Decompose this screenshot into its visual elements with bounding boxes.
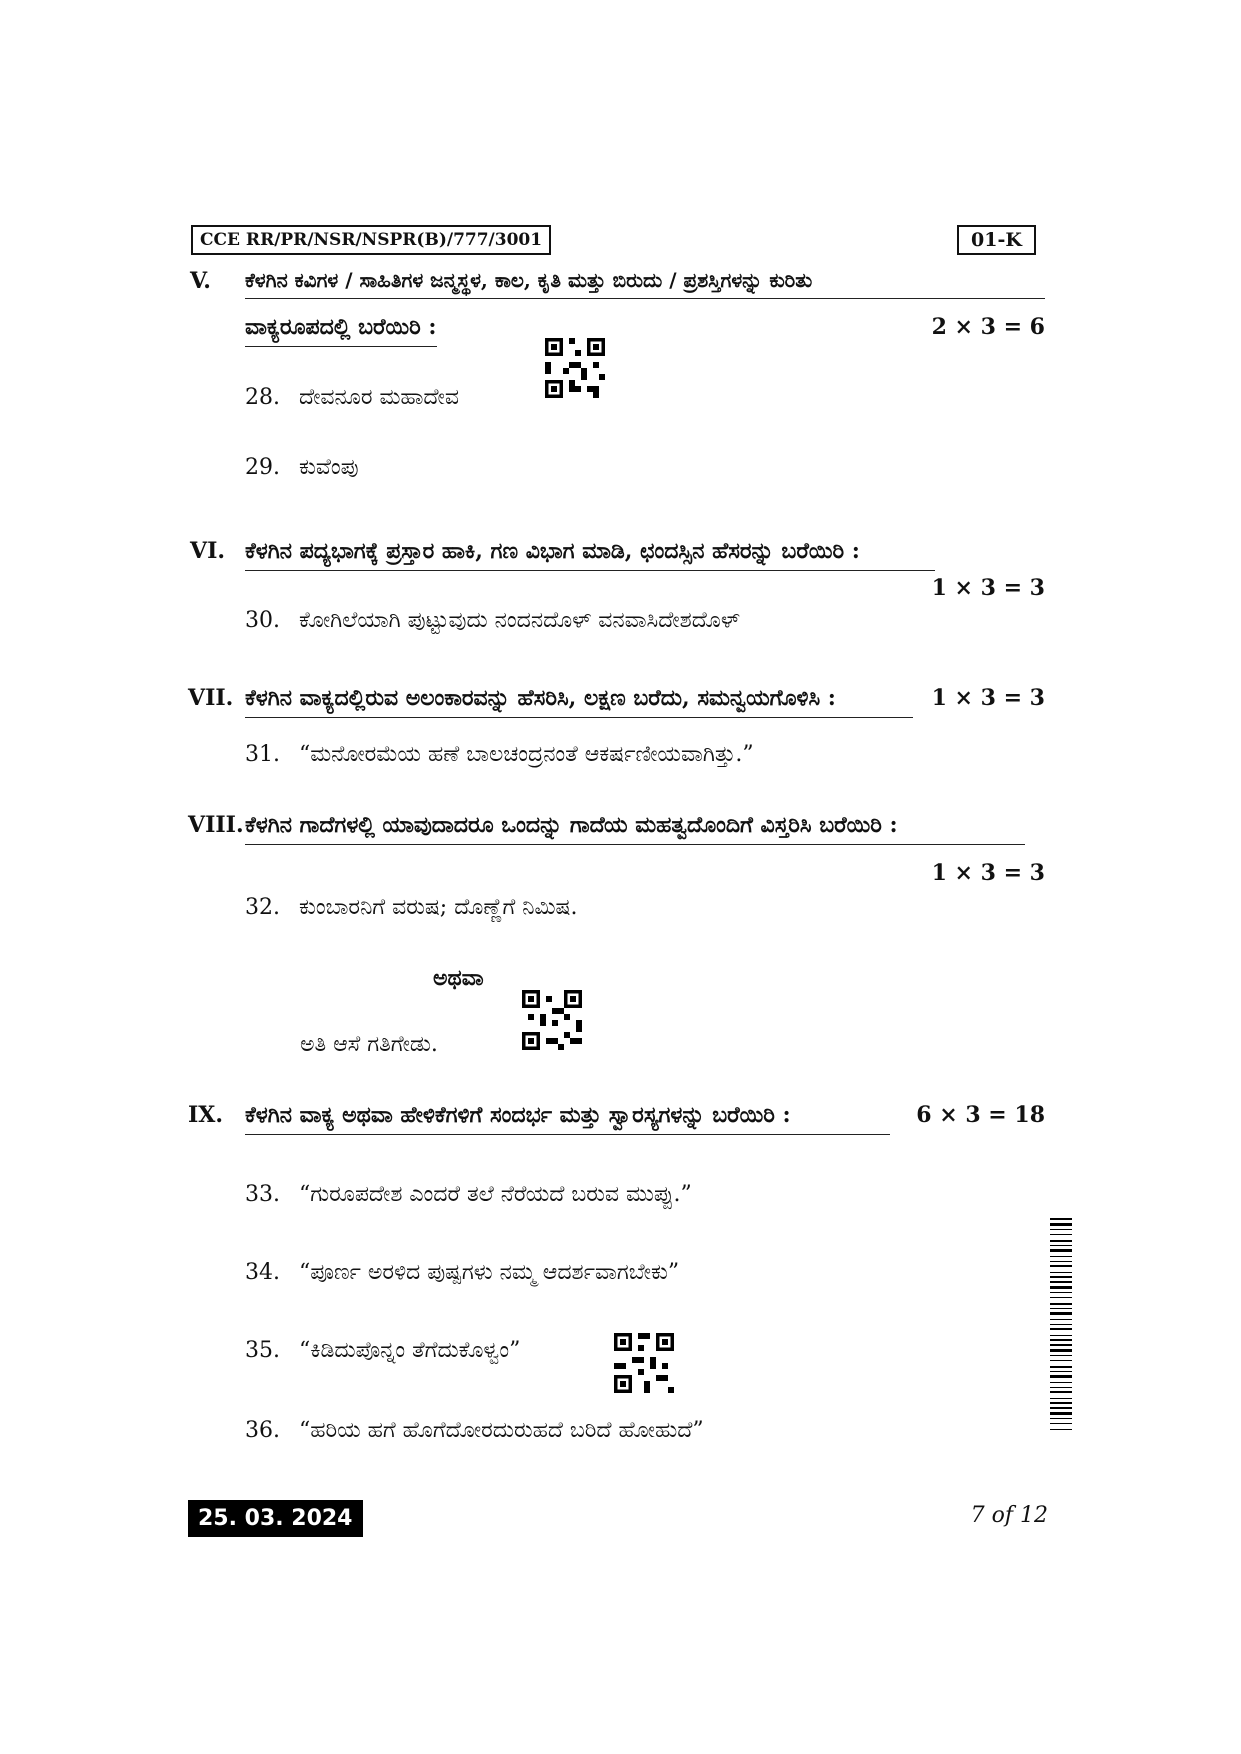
question-30 xyxy=(245,608,740,633)
or-label: ಅಥವಾ xyxy=(433,965,484,991)
question-text: ಕೋಗಿಲೆಯಾಗಿ ಪುಟ್ಟುವುದು ನಂದನದೊಳ್ ವನವಾಸಿದೇಶದೊಳ್ xyxy=(299,608,740,633)
section-v-instruction-line2: ವಾಕ್ಯರೂಪದಲ್ಲಿ ಬರೆಯಿರಿ : xyxy=(245,314,437,347)
question-number: 29. xyxy=(245,455,280,480)
page-number: 7 of 12 xyxy=(970,1503,1048,1528)
question-text: ಕುಂಬಾರನಿಗೆ ವರುಷ; ದೊಣ್ಣೆಗೆ ನಿಮಿಷ. xyxy=(299,895,578,920)
question-text: “ಮನೋರಮೆಯ ಹಣೆ ಬಾಲಚಂದ್ರನಂತೆ ಆಕರ್ಷಣೀಯವಾಗಿತ್ತು.” xyxy=(299,742,754,767)
question-text: ಕುವೆಂಪು xyxy=(299,455,359,480)
alternative-proverb: ಅತಿ ಆಸೆ ಗತಿಗೇಡು. xyxy=(300,1032,438,1057)
question-number: 34. xyxy=(245,1260,280,1285)
exam-date: 25. 03. 2024 xyxy=(188,1500,363,1537)
question-number: 30. xyxy=(245,608,280,633)
question-number: 36. xyxy=(245,1418,280,1443)
question-35 xyxy=(245,1338,520,1363)
section-vii-number: VII. xyxy=(188,685,234,711)
section-vi-number: VI. xyxy=(190,538,226,564)
section-vii-marks: 1 × 3 = 3 xyxy=(931,685,1045,711)
question-text: ದೇವನೂರ ಮಹಾದೇವ xyxy=(299,385,459,410)
question-text: “ಕಿಡಿದುಪೊನ್ನಂ ತೆಗೆದುಕೊಳ್ವಂ” xyxy=(299,1338,521,1363)
question-32 xyxy=(245,895,577,920)
question-text: “ಹರಿಯ ಹಗೆ ಹೊಗೆದೋರದುರುಹದೆ ಬರಿದೆ ಹೋಹುದೆ” xyxy=(299,1418,704,1443)
question-33 xyxy=(245,1182,692,1207)
section-ix-instruction: ಕೆಳಗಿನ ವಾಕ್ಯ ಅಥವಾ ಹೇಳಿಕೆಗಳಿಗೆ ಸಂದರ್ಭ ಮತ್ತು ಸ್ವಾರಸ್ಯಗಳನ್ನು ಬರೆಯಿರಿ : xyxy=(245,1102,890,1135)
section-viii-instruction: ಕೆಳಗಿನ ಗಾದೆಗಳಲ್ಲಿ ಯಾವುದಾದರೂ ಒಂದನ್ನು ಗಾದೆಯ ಮಹತ್ವದೊಂದಿಗೆ ವಿಸ್ತರಿಸಿ ಬರೆಯಿರಿ : xyxy=(245,812,1025,845)
question-text: “ಪೂರ್ಣ ಅರಳಿದ ಪುಷ್ಪಗಳು ನಮ್ಮ ಆದರ್ಶವಾಗಬೇಕು” xyxy=(299,1260,680,1285)
question-number: 31. xyxy=(245,742,280,767)
question-text: “ಗುರೂಪದೇಶ ಎಂದರೆ ತಲೆ ನೆರೆಯದೆ ಬರುವ ಮುಪ್ಪು.” xyxy=(299,1182,692,1207)
qr-code-icon xyxy=(614,1333,674,1393)
barcode xyxy=(1050,1218,1072,1430)
question-number: 32. xyxy=(245,895,280,920)
section-viii-marks: 1 × 3 = 3 xyxy=(931,860,1045,886)
question-34 xyxy=(245,1260,679,1285)
section-ix-marks: 6 × 3 = 18 xyxy=(916,1102,1045,1128)
paper-code: CCE RR/PR/NSR/NSPR(B)/777/3001 xyxy=(191,225,551,255)
question-29 xyxy=(245,455,359,480)
section-vi-marks: 1 × 3 = 3 xyxy=(931,575,1045,601)
section-ix-number: IX. xyxy=(188,1102,224,1128)
question-28 xyxy=(245,385,459,410)
qr-code-icon xyxy=(522,990,582,1050)
version-code: 01-K xyxy=(957,225,1036,255)
section-v-number: V. xyxy=(190,268,211,294)
section-vi-instruction: ಕೆಳಗಿನ ಪದ್ಯಭಾಗಕ್ಕೆ ಪ್ರಸ್ತಾರ ಹಾಕಿ, ಗಣ ವಿಭಾಗ ಮಾಡಿ, ಛಂದಸ್ಸಿನ ಹೆಸರನ್ನು ಬರೆಯಿರಿ : xyxy=(245,538,935,571)
section-viii-number: VIII. xyxy=(188,812,244,838)
question-number: 35. xyxy=(245,1338,280,1363)
question-number: 33. xyxy=(245,1182,280,1207)
qr-code-icon xyxy=(545,338,605,398)
section-v-instruction-line1: ಕೆಳಗಿನ ಕವಿಗಳ / ಸಾಹಿತಿಗಳ ಜನ್ಮಸ್ಥಳ, ಕಾಲ, ಕೃತಿ ಮತ್ತು ಬಿರುದು / ಪ್ರಶಸ್ತಿಗಳನ್ನು ಕುರಿತು xyxy=(245,268,1045,299)
section-vii-instruction: ಕೆಳಗಿನ ವಾಕ್ಯದಲ್ಲಿರುವ ಅಲಂಕಾರವನ್ನು ಹೆಸರಿಸಿ, ಲಕ್ಷಣ ಬರೆದು, ಸಮನ್ವಯಗೊಳಿಸಿ : xyxy=(245,685,913,718)
question-31 xyxy=(245,742,754,767)
section-v-marks: 2 × 3 = 6 xyxy=(931,314,1045,340)
question-36 xyxy=(245,1418,704,1443)
barcode-bars xyxy=(1050,1218,1072,1430)
question-number: 28. xyxy=(245,385,280,410)
